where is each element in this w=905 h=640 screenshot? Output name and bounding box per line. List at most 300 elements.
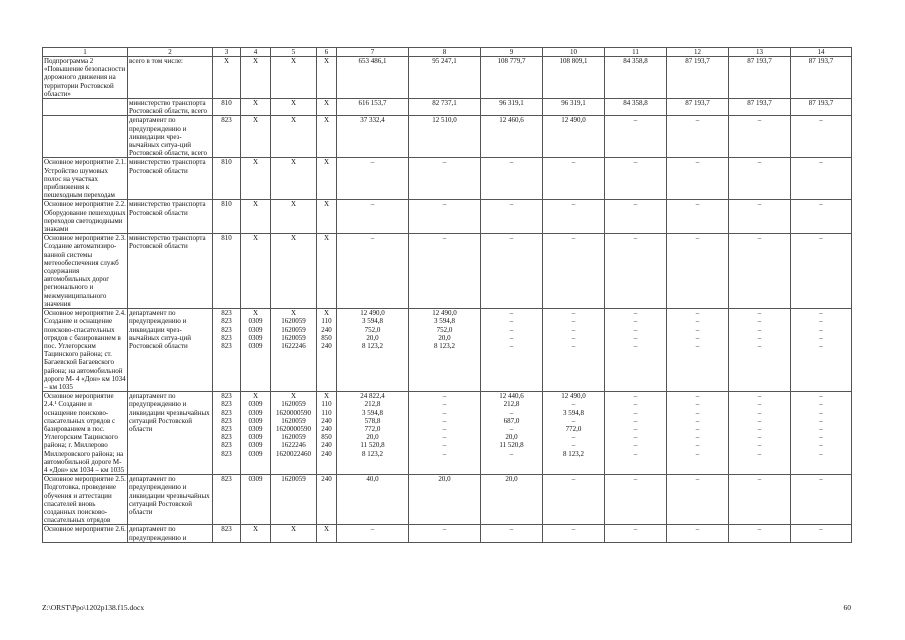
- measure-name-cell: Основное мероприятие 2.1. Устройство шумовых полос на участках приближения к пешеходным переходам: [44, 158, 126, 200]
- cell-line: 12 490,0: [360, 309, 385, 318]
- cell-line: –: [695, 424, 700, 433]
- cell-line: 772,0: [364, 424, 381, 433]
- value-cell: [729, 158, 791, 200]
- cell-line: –: [571, 309, 576, 318]
- cell-line: –: [695, 392, 700, 401]
- cell-line: Х: [290, 116, 297, 125]
- cell-line: –: [695, 441, 700, 450]
- cell-line: –: [442, 400, 447, 409]
- value-cell: [317, 392, 337, 475]
- value-cell: [667, 116, 729, 158]
- cell-line: Х: [223, 57, 230, 65]
- cell-line: –: [757, 433, 762, 442]
- cell-line: –: [695, 317, 700, 326]
- cell-line: 0309: [248, 400, 263, 409]
- value-cell: [241, 116, 271, 158]
- column-number: 4: [241, 48, 271, 57]
- cell-line: –: [695, 309, 700, 318]
- cell-line: 240: [321, 449, 332, 458]
- value-cell: [667, 392, 729, 475]
- cell-line: 823: [221, 317, 232, 326]
- value-cell: [337, 158, 409, 200]
- cell-line: –: [370, 158, 375, 167]
- cell-line: 0309: [248, 341, 263, 350]
- table-row: [43, 475, 852, 525]
- column-number: 2: [128, 48, 213, 57]
- value-cell: [791, 392, 852, 475]
- cell-line: 96 319,1: [561, 99, 586, 108]
- cell-line: –: [757, 400, 762, 409]
- cell-line: 687,0: [503, 416, 520, 425]
- cell-line: 20,0: [366, 333, 379, 342]
- cell-line: –: [633, 525, 638, 534]
- cell-line: 12 460,6: [499, 116, 524, 125]
- value-cell: [605, 309, 667, 392]
- cell-line: Х: [290, 234, 297, 243]
- value-cell: [337, 392, 409, 475]
- value-cell: [317, 99, 337, 116]
- executor-cell: министерство транспорта Ростовской области: [128, 234, 213, 309]
- cell-line: Х: [252, 234, 259, 243]
- cell-line: –: [819, 333, 823, 342]
- value-cell: [241, 158, 271, 200]
- cell-line: Х: [252, 309, 259, 318]
- value-cell: [791, 99, 852, 116]
- value-cell: [605, 234, 667, 309]
- cell-line: –: [571, 158, 576, 167]
- value-cell: [481, 99, 543, 116]
- value-cell: [667, 309, 729, 392]
- value-cell: [317, 200, 337, 234]
- cell-line: 84 358,8: [623, 99, 648, 108]
- cell-line: –: [633, 441, 638, 450]
- cell-line: 1620059: [281, 475, 306, 484]
- cell-line: –: [757, 525, 762, 534]
- header-row: [43, 48, 852, 57]
- cell-line: Х: [252, 392, 259, 401]
- cell-line: –: [819, 441, 823, 450]
- value-cell: [667, 525, 729, 542]
- value-cell: [481, 57, 543, 99]
- cell-line: –: [571, 433, 576, 442]
- cell-line: 87 193,7: [808, 57, 834, 65]
- cell-line: Х: [323, 99, 330, 108]
- executor-cell: всего в том числе:: [128, 57, 213, 99]
- cell-line: –: [757, 475, 762, 484]
- cell-line: 823: [221, 116, 232, 125]
- measure-name-cell: Основное мероприятие 2.4.¹ Создание и оснащение поисково-спасательных отрядов с базированием в пос. Углегорским Тацинского района; г. Миллерово Миллеровского района; на автомобильной дороге М- 4 «Дон» км 1034 – км 1035: [43, 392, 128, 475]
- executor-cell: департамент по предупреждению и ликвидации чрезвычайных ситуаций Ростовской области: [128, 392, 213, 475]
- table-row: [43, 309, 852, 392]
- cell-line: 850: [321, 333, 332, 342]
- value-cell: [729, 392, 791, 475]
- value-cell: [317, 158, 337, 200]
- cell-line: 240: [321, 416, 332, 425]
- cell-line: –: [819, 392, 823, 401]
- column-number: 1: [43, 48, 128, 57]
- cell-line: Х: [290, 99, 297, 108]
- cell-line: 87 193,7: [747, 99, 772, 108]
- cell-line: 3 594,8: [563, 408, 584, 417]
- value-cell: [317, 475, 337, 525]
- cell-line: –: [633, 116, 638, 125]
- page-number: 60: [843, 603, 851, 612]
- cell-line: –: [509, 317, 514, 326]
- value-cell: [271, 525, 317, 542]
- cell-line: 823: [221, 449, 232, 458]
- value-cell: [729, 475, 791, 525]
- value-cell: [543, 525, 605, 542]
- cell-line: 20,0: [505, 433, 518, 442]
- cell-line: 810: [221, 234, 232, 243]
- measure-name-cell: [43, 116, 128, 158]
- cell-line: –: [370, 234, 375, 243]
- value-cell: [605, 116, 667, 158]
- executor-cell: министерство транспорта Ростовской области: [128, 200, 213, 234]
- value-cell: [543, 475, 605, 525]
- value-cell: [543, 116, 605, 158]
- cell-line: –: [509, 234, 514, 243]
- value-cell: [317, 116, 337, 158]
- cell-line: –: [757, 317, 762, 326]
- cell-line: –: [819, 200, 823, 209]
- cell-line: –: [695, 341, 700, 350]
- value-cell: [337, 99, 409, 116]
- value-cell: [317, 234, 337, 309]
- value-cell: [213, 158, 241, 200]
- value-cell: [241, 99, 271, 116]
- table-row: [43, 525, 852, 542]
- value-cell: [729, 309, 791, 392]
- value-cell: [271, 234, 317, 309]
- cell-line: 0309: [248, 416, 263, 425]
- value-cell: [791, 525, 852, 542]
- cell-line: 578,8: [364, 416, 381, 425]
- value-cell: [271, 116, 317, 158]
- cell-line: –: [757, 325, 762, 334]
- column-number: 10: [543, 48, 605, 57]
- column-number: 14: [791, 48, 852, 57]
- cell-line: –: [695, 234, 700, 243]
- cell-line: Х: [323, 234, 330, 243]
- value-cell: [271, 200, 317, 234]
- value-cell: [337, 475, 409, 525]
- value-cell: [337, 200, 409, 234]
- cell-line: –: [633, 158, 638, 167]
- cell-line: –: [819, 475, 823, 484]
- cell-line: Х: [290, 57, 297, 65]
- value-cell: [241, 525, 271, 542]
- cell-line: Х: [252, 57, 259, 65]
- value-cell: [729, 200, 791, 234]
- cell-line: –: [442, 416, 447, 425]
- cell-line: –: [571, 333, 576, 342]
- cell-line: Х: [323, 525, 330, 534]
- cell-line: –: [509, 309, 514, 318]
- table-row: [43, 200, 852, 234]
- cell-line: 240: [321, 325, 332, 334]
- cell-line: 87 193,7: [685, 99, 710, 108]
- cell-line: 95 247,1: [432, 57, 457, 65]
- cell-line: –: [442, 200, 447, 209]
- value-cell: [213, 309, 241, 392]
- cell-line: –: [819, 309, 823, 318]
- value-cell: [409, 525, 481, 542]
- cell-line: 8 123,2: [362, 449, 383, 458]
- value-cell: [543, 158, 605, 200]
- cell-line: 810: [221, 200, 232, 209]
- column-number: 6: [317, 48, 337, 57]
- cell-line: –: [695, 433, 700, 442]
- value-cell: [481, 525, 543, 542]
- cell-line: 1620059: [281, 400, 306, 409]
- cell-line: 1620059: [281, 433, 306, 442]
- cell-line: 653 486,1: [358, 57, 387, 65]
- cell-line: 0309: [248, 475, 263, 484]
- cell-line: 87 193,7: [685, 57, 710, 65]
- value-cell: [543, 200, 605, 234]
- cell-line: 108 779,7: [497, 57, 526, 65]
- value-cell: [667, 99, 729, 116]
- cell-line: –: [442, 392, 447, 401]
- cell-line: –: [819, 325, 823, 334]
- cell-line: 8 123,2: [362, 341, 383, 350]
- cell-line: Х: [252, 158, 259, 167]
- cell-line: 8 123,2: [563, 449, 584, 458]
- cell-line: Х: [323, 200, 330, 209]
- cell-line: Х: [290, 200, 297, 209]
- cell-line: –: [633, 433, 638, 442]
- value-cell: [605, 200, 667, 234]
- value-cell: [213, 525, 241, 542]
- cell-line: –: [509, 200, 514, 209]
- cell-line: 752,0: [364, 325, 381, 334]
- measure-name-cell: Основное мероприятие 2.2. Оборудование пешеходных переходов светодиодными знаками: [44, 200, 126, 234]
- cell-line: –: [633, 234, 638, 243]
- value-cell: [543, 57, 605, 99]
- value-cell: [543, 392, 605, 475]
- value-cell: [241, 309, 271, 392]
- cell-line: –: [757, 416, 762, 425]
- value-cell: [271, 392, 317, 475]
- value-cell: [667, 475, 729, 525]
- cell-line: –: [819, 341, 823, 350]
- value-cell: [729, 234, 791, 309]
- cell-line: –: [633, 333, 638, 342]
- measure-name-cell: Основное мероприятие 2.5. Подготовка, проведение обучения и аттестации спасателей вновь созданных поисково-спасательных отрядов: [44, 475, 126, 525]
- column-number: 5: [271, 48, 317, 57]
- budget-table-page: [42, 47, 851, 543]
- cell-line: 772,0: [565, 424, 582, 433]
- cell-line: 84 358,8: [623, 57, 648, 65]
- cell-line: –: [695, 200, 700, 209]
- table-row: [43, 392, 852, 475]
- cell-line: 752,0: [436, 325, 453, 334]
- cell-line: –: [695, 416, 700, 425]
- table-row: [43, 57, 852, 99]
- cell-line: –: [633, 309, 638, 318]
- value-cell: [791, 475, 852, 525]
- cell-line: Х: [290, 392, 297, 401]
- cell-line: 810: [221, 158, 232, 167]
- value-cell: [213, 234, 241, 309]
- measure-name-cell: Основное мероприятие 2.6.: [43, 525, 128, 542]
- value-cell: [213, 392, 241, 475]
- column-number: 13: [729, 48, 791, 57]
- table-row: [43, 99, 852, 116]
- cell-line: –: [442, 441, 447, 450]
- cell-line: –: [695, 475, 700, 484]
- value-cell: [409, 234, 481, 309]
- value-cell: [791, 200, 852, 234]
- value-cell: [271, 99, 317, 116]
- cell-line: –: [819, 449, 823, 458]
- value-cell: [317, 309, 337, 392]
- cell-line: 850: [321, 433, 332, 442]
- cell-line: 3 594,8: [362, 317, 383, 326]
- value-cell: [481, 116, 543, 158]
- cell-line: 823: [221, 400, 232, 409]
- cell-line: –: [819, 424, 823, 433]
- value-cell: [605, 475, 667, 525]
- value-cell: [337, 234, 409, 309]
- cell-line: –: [695, 400, 700, 409]
- value-cell: [213, 116, 241, 158]
- cell-line: 240: [321, 341, 332, 350]
- value-cell: [409, 392, 481, 475]
- cell-line: 0309: [248, 449, 263, 458]
- cell-line: 240: [321, 441, 332, 450]
- executor-cell: департамент по предупреждению и ликвидации чрезвычайных ситуаций Ростовской области: [128, 475, 213, 525]
- cell-line: –: [442, 234, 447, 243]
- value-cell: [729, 525, 791, 542]
- footer-file-path: Z:\ORST\Ppo\1202p138.f15.docx: [42, 603, 145, 612]
- cell-line: 823: [221, 433, 232, 442]
- cell-line: 12 490,0: [432, 309, 457, 318]
- value-cell: [409, 200, 481, 234]
- cell-line: 12 510,0: [432, 116, 457, 125]
- value-cell: [481, 158, 543, 200]
- value-cell: [481, 475, 543, 525]
- cell-line: 20,0: [438, 333, 451, 342]
- executor-cell: министерство транспорта Ростовской области: [128, 158, 213, 200]
- cell-line: –: [633, 317, 638, 326]
- cell-line: –: [571, 475, 576, 484]
- column-number: 9: [481, 48, 543, 57]
- cell-line: –: [819, 234, 823, 243]
- value-cell: [409, 158, 481, 200]
- value-cell: [791, 57, 852, 99]
- cell-line: 1620059: [281, 333, 306, 342]
- value-cell: [409, 57, 481, 99]
- cell-line: Х: [290, 158, 297, 167]
- cell-line: Х: [252, 116, 259, 125]
- value-cell: [667, 158, 729, 200]
- table-row: [43, 234, 852, 309]
- cell-line: 11 520,8: [360, 441, 385, 450]
- cell-line: –: [442, 449, 447, 458]
- cell-line: 11 520,8: [499, 441, 524, 450]
- value-cell: [481, 392, 543, 475]
- value-cell: [667, 234, 729, 309]
- cell-line: 87 193,7: [808, 99, 834, 108]
- cell-line: 1622246: [281, 341, 306, 350]
- cell-line: –: [571, 441, 576, 450]
- cell-line: –: [442, 525, 447, 534]
- cell-line: 823: [221, 441, 232, 450]
- executor-cell: министерство транспорта Ростовской области, всего: [128, 99, 213, 116]
- value-cell: [729, 57, 791, 99]
- cell-line: 24 822,4: [360, 392, 385, 401]
- cell-line: –: [819, 525, 823, 534]
- column-number: 7: [337, 48, 409, 57]
- cell-line: 0309: [248, 433, 263, 442]
- cell-line: Х: [323, 392, 330, 401]
- value-cell: [791, 116, 852, 158]
- executor-cell: департамент по предупреждению и: [128, 525, 213, 542]
- cell-line: –: [819, 400, 823, 409]
- value-cell: [317, 57, 337, 99]
- cell-line: –: [757, 441, 762, 450]
- cell-line: –: [509, 341, 514, 350]
- value-cell: [271, 57, 317, 99]
- executor-cell: департамент по предупреждению и ликвидации чрез-вычайных ситуа-ций Ростовской области: [128, 309, 213, 392]
- cell-line: –: [695, 325, 700, 334]
- cell-line: –: [757, 333, 762, 342]
- cell-line: 110: [321, 408, 332, 417]
- cell-line: 20,0: [438, 475, 451, 484]
- value-cell: [241, 57, 271, 99]
- cell-line: 823: [221, 309, 232, 318]
- value-cell: [543, 99, 605, 116]
- cell-line: 823: [221, 525, 232, 534]
- value-cell: [271, 158, 317, 200]
- value-cell: [791, 234, 852, 309]
- cell-line: –: [571, 400, 576, 409]
- cell-line: –: [819, 317, 823, 326]
- value-cell: [337, 525, 409, 542]
- cell-line: –: [442, 408, 447, 417]
- column-number: 8: [409, 48, 481, 57]
- cell-line: 0309: [248, 424, 263, 433]
- cell-line: Х: [323, 309, 330, 318]
- cell-line: 96 319,1: [499, 99, 524, 108]
- value-cell: [213, 57, 241, 99]
- cell-line: –: [633, 475, 638, 484]
- value-cell: [481, 234, 543, 309]
- cell-line: 1620000590: [276, 424, 311, 433]
- cell-line: –: [509, 158, 514, 167]
- value-cell: [481, 309, 543, 392]
- cell-line: 12 440,6: [499, 392, 524, 401]
- value-cell: [241, 475, 271, 525]
- cell-line: –: [571, 341, 576, 350]
- cell-line: –: [571, 525, 576, 534]
- measure-name-cell: [43, 99, 128, 116]
- value-cell: [791, 158, 852, 200]
- cell-line: Х: [252, 525, 259, 534]
- measure-name-cell: Подпрограмма 2 «Повышение безопасности дорожного движения на территории Ростовской области»: [43, 57, 128, 99]
- cell-line: –: [633, 200, 638, 209]
- cell-line: 616 153,7: [358, 99, 387, 108]
- cell-line: 37 332,4: [360, 116, 385, 125]
- value-cell: [271, 475, 317, 525]
- cell-line: –: [757, 116, 762, 125]
- cell-line: 212,8: [364, 400, 381, 409]
- cell-line: –: [757, 234, 762, 243]
- column-number: 11: [605, 48, 667, 57]
- cell-line: 12 490,0: [561, 392, 586, 401]
